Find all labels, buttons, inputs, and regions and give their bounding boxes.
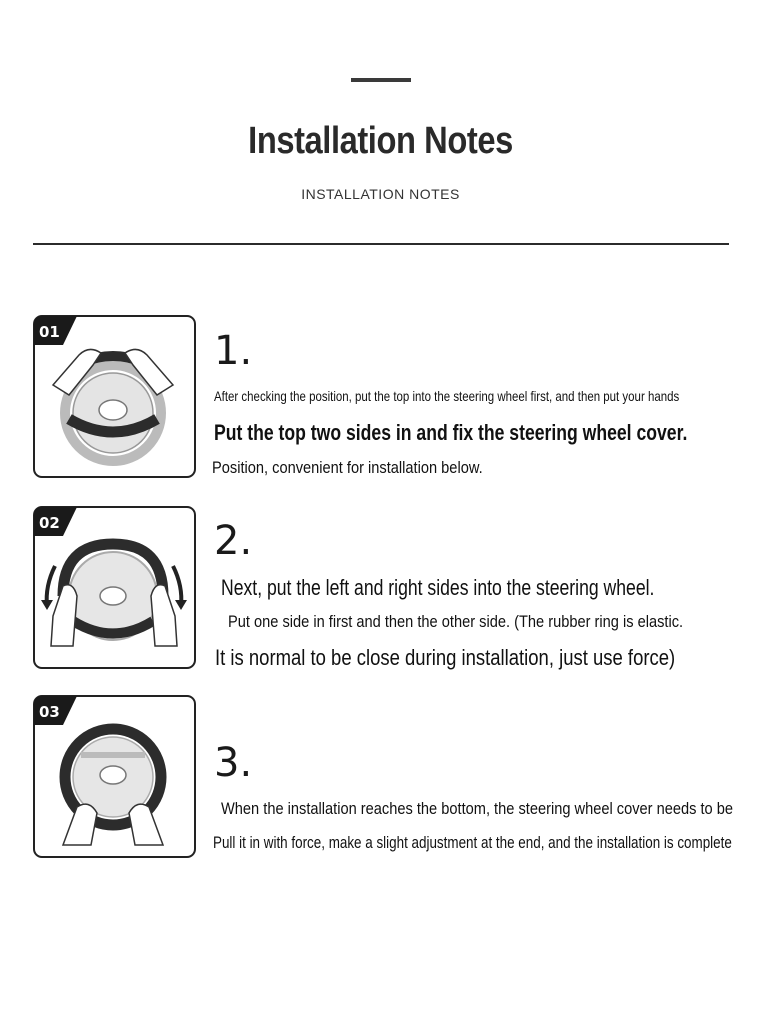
step-2-number: 2. [214,518,253,564]
step-3-line-1: When the installation reaches the bottom, the steering wheel cover needs to be [221,799,734,818]
step-1-line-3: Position, convenient for installation below. [212,458,483,477]
step-1-badge: 01 [39,323,60,341]
header-accent-bar [351,78,411,82]
step-2-badge: 02 [39,514,60,532]
step-1-line-1: After checking the position, put the top into the steering wheel first, and then put your hands [214,388,680,404]
step-3-badge: 03 [39,703,60,721]
step-3-line-2: Pull it in with force, make a slight adjustment at the end, and the installation is complete [213,833,732,852]
step-2-line-1: Next, put the left and right sides into the steering wheel. [221,575,655,600]
step-1-illustration [33,315,196,478]
step-2-line-2: Put one side in first and then the other side. (The rubber ring is elastic. [228,612,684,631]
page-subtitle: INSTALLATION NOTES [301,186,460,202]
step-2-line-3: It is normal to be close during installation, just use force) [215,645,676,670]
step-3-illustration [33,695,196,858]
step-1-line-2: Put the top two sides in and fix the steering wheel cover. [214,420,688,445]
header-divider [33,243,729,245]
page-title: Installation Notes [248,120,513,162]
step-2-illustration [33,506,196,669]
step-3-number: 3. [214,740,253,786]
step-1-number: 1. [214,328,253,374]
